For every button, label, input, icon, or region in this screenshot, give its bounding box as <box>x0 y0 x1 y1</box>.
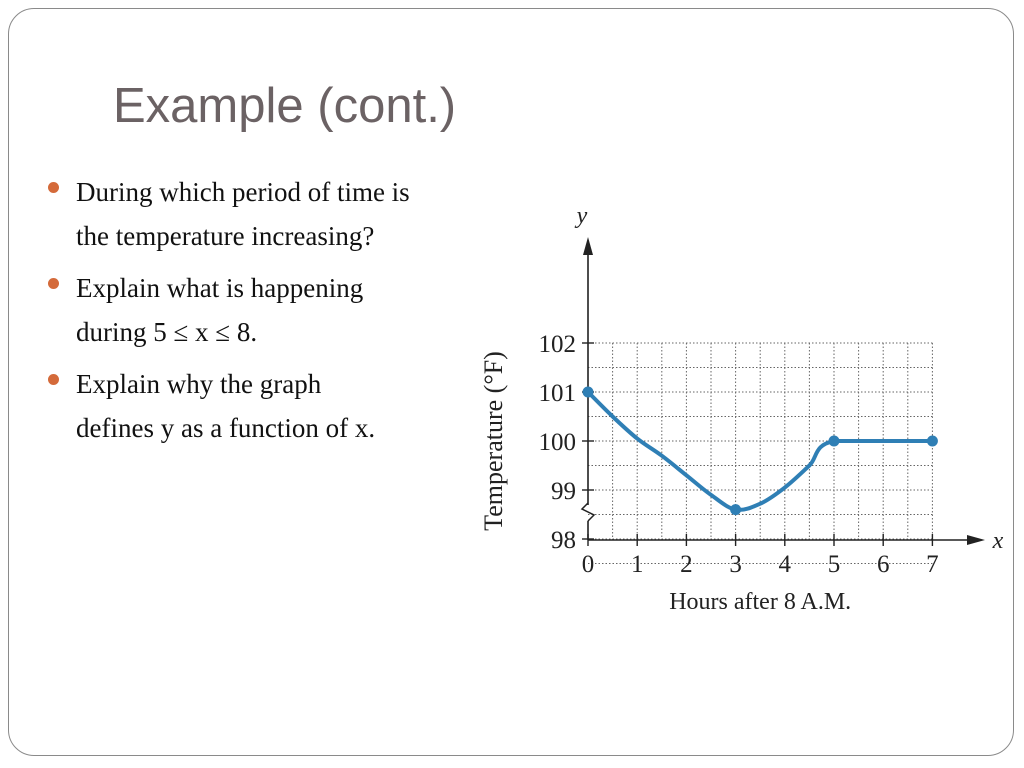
x-tick-label: 3 <box>729 551 742 578</box>
y-tick-label: 99 <box>551 478 576 505</box>
temperature-chart <box>470 195 1015 625</box>
y-tick-label: 98 <box>551 527 576 554</box>
y-tick-label: 101 <box>538 380 576 407</box>
bullet-dot-icon <box>48 182 59 193</box>
bullet-text-line: during 5 ≤ x ≤ 8. <box>76 317 258 347</box>
slide-title: Example (cont.) <box>113 79 457 133</box>
data-point <box>829 436 840 447</box>
x-tick-label: 7 <box>926 551 939 578</box>
bullet-item <box>48 170 488 258</box>
data-point <box>730 504 741 515</box>
y-tick-label: 100 <box>538 429 576 456</box>
bullet-dot-icon <box>48 374 59 385</box>
bullet-text-line: Explain why the graph <box>76 369 322 399</box>
x-tick-label: 0 <box>581 551 595 578</box>
y-axis-label: Temperature (°F) <box>479 351 508 531</box>
bullet-text-line: the temperature increasing? <box>76 221 375 251</box>
x-tick-label: 2 <box>680 551 693 578</box>
bullet-text-line: defines y as a function of x. <box>76 413 376 443</box>
x-tick-label: 6 <box>876 551 890 578</box>
x-axis-label: Hours after 8 A.M. <box>669 589 852 615</box>
bullet-text-line: During which period of time is <box>76 177 410 207</box>
axis-break-icon <box>582 503 594 521</box>
y-tick-label: 102 <box>538 331 576 358</box>
bullet-text-line: Explain what is happening <box>76 273 364 303</box>
x-axis-arrow-icon <box>967 535 985 545</box>
x-tick-label: 4 <box>778 551 792 578</box>
data-point <box>927 436 938 447</box>
y-axis-arrow-icon <box>583 237 593 255</box>
y-axis-symbol: y <box>576 203 588 229</box>
data-point <box>583 387 594 398</box>
x-axis-symbol: x <box>992 528 1004 554</box>
bullet-list <box>48 170 488 458</box>
bullet-item <box>48 362 488 450</box>
x-tick-label: 1 <box>630 551 644 578</box>
bullet-dot-icon <box>48 278 59 289</box>
bullet-item <box>48 266 488 354</box>
x-tick-label: 5 <box>827 551 841 578</box>
